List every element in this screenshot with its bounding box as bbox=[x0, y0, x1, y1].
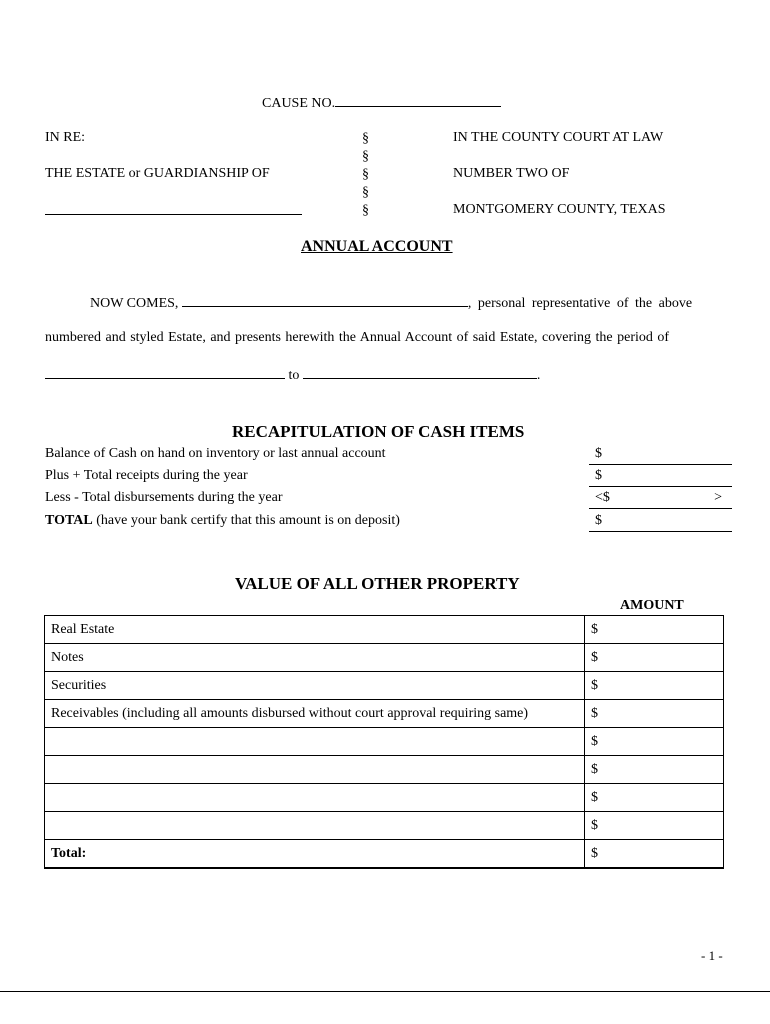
in-re-label: IN RE: bbox=[45, 130, 86, 145]
property-label[interactable] bbox=[45, 756, 585, 784]
section-symbol: § bbox=[362, 185, 369, 200]
property-amount[interactable]: $ bbox=[585, 812, 724, 840]
section-symbol: § bbox=[362, 203, 369, 218]
intro-line-3 bbox=[45, 366, 540, 384]
property-amount[interactable]: $ bbox=[585, 728, 724, 756]
property-amount[interactable]: $ bbox=[585, 644, 724, 672]
bracket-close: > bbox=[714, 490, 722, 505]
section-symbol: § bbox=[362, 131, 369, 146]
cause-number-line bbox=[262, 94, 501, 112]
intro-line-2: numbered and styled Estate, and presents herewith the Annual Account of said Estate, covering the period of bbox=[45, 330, 670, 345]
period-end-dot: . bbox=[536, 368, 541, 383]
table-row bbox=[45, 672, 724, 700]
table-row bbox=[45, 812, 724, 840]
total-note: (have your bank certify that this amount is on deposit) bbox=[92, 513, 400, 528]
total-bold: TOTAL bbox=[45, 513, 93, 528]
table-row bbox=[45, 756, 724, 784]
dollar-sign: $ bbox=[595, 513, 602, 528]
property-amount[interactable]: $ bbox=[585, 700, 724, 728]
property-table bbox=[44, 615, 724, 869]
estate-of-label: THE ESTATE or GUARDIANSHIP OF bbox=[45, 166, 270, 181]
intro-line-1 bbox=[90, 294, 692, 312]
representative-name-field[interactable] bbox=[182, 294, 468, 307]
total-label: Total: bbox=[45, 840, 585, 869]
court-line-2: NUMBER TWO OF bbox=[453, 166, 570, 181]
property-amount[interactable]: $ bbox=[585, 672, 724, 700]
page-number: - 1 - bbox=[701, 948, 723, 963]
amount-header: AMOUNT bbox=[620, 598, 684, 613]
table-row bbox=[45, 644, 724, 672]
total-amount[interactable]: $ bbox=[585, 840, 724, 869]
to-text: to bbox=[288, 368, 300, 383]
recap-row-2-label: Plus + Total receipts during the year bbox=[45, 468, 248, 483]
property-label: Receivables (including all amounts disbursed without court approval requiring same) bbox=[45, 700, 585, 728]
document-title: ANNUAL ACCOUNT bbox=[301, 238, 453, 255]
property-amount[interactable]: $ bbox=[585, 756, 724, 784]
table-row bbox=[45, 616, 724, 644]
section-symbol: § bbox=[362, 167, 369, 182]
recap-total-amount[interactable] bbox=[589, 513, 732, 532]
recap-row-2-amount[interactable] bbox=[589, 468, 732, 487]
table-row bbox=[45, 700, 724, 728]
cause-no-field[interactable] bbox=[335, 94, 501, 107]
cause-no-label: CAUSE NO. bbox=[262, 96, 336, 111]
property-label[interactable] bbox=[45, 812, 585, 840]
table-row bbox=[45, 728, 724, 756]
recap-heading: RECAPITULATION OF CASH ITEMS bbox=[232, 422, 525, 441]
recap-row-1-amount[interactable] bbox=[589, 446, 732, 465]
recap-row-1-label: Balance of Cash on hand on inventory or last annual account bbox=[45, 446, 386, 461]
recap-row-3-label: Less - Total disbursements during the year bbox=[45, 490, 283, 505]
period-end-field[interactable] bbox=[303, 366, 537, 379]
property-label: Notes bbox=[45, 644, 585, 672]
property-label[interactable] bbox=[45, 784, 585, 812]
dollar-sign: $ bbox=[595, 468, 602, 483]
court-line-1: IN THE COUNTY COURT AT LAW bbox=[453, 130, 664, 145]
period-start-field[interactable] bbox=[45, 366, 285, 379]
table-row bbox=[45, 784, 724, 812]
dollar-sign: $ bbox=[595, 446, 602, 461]
property-amount[interactable]: $ bbox=[585, 616, 724, 644]
property-label: Real Estate bbox=[45, 616, 585, 644]
dollar-sign: <$ bbox=[595, 490, 610, 505]
section-symbol: § bbox=[362, 149, 369, 164]
representative-text: , personal representative of the above bbox=[467, 296, 693, 311]
recap-total-label bbox=[45, 513, 400, 529]
court-line-3: MONTGOMERY COUNTY, TEXAS bbox=[453, 202, 666, 217]
section-symbols bbox=[362, 130, 369, 220]
property-heading: VALUE OF ALL OTHER PROPERTY bbox=[235, 574, 520, 593]
recap-row-3-amount[interactable] bbox=[589, 490, 732, 509]
property-label: Securities bbox=[45, 672, 585, 700]
property-amount[interactable]: $ bbox=[585, 784, 724, 812]
property-label[interactable] bbox=[45, 728, 585, 756]
estate-name-field[interactable] bbox=[45, 200, 302, 215]
total-row bbox=[45, 840, 724, 869]
footer-divider bbox=[0, 991, 770, 992]
now-comes-text: NOW COMES, bbox=[90, 296, 179, 311]
